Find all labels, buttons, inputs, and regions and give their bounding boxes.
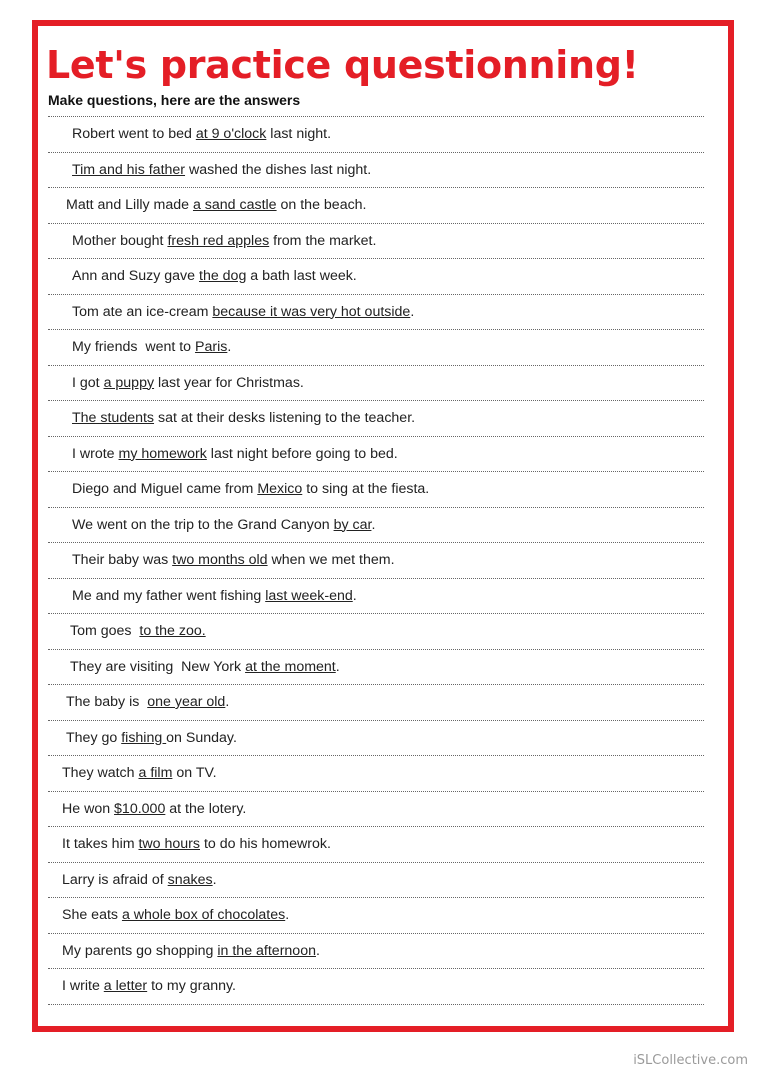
- underlined-answer: a letter: [103, 978, 148, 994]
- sentence-text: Robert went to bed: [72, 126, 196, 142]
- worksheet-title: Let's practice questionning!: [46, 43, 639, 87]
- sentence-text: I got: [72, 374, 104, 391]
- answer-sentence: [38, 117, 728, 152]
- sentence-text: The baby is: [66, 694, 148, 710]
- sentence-text: .: [285, 907, 290, 923]
- sentence-text: Diego and Miguel came from: [72, 481, 258, 497]
- answer-sentence: [38, 543, 728, 578]
- answer-sentence: [38, 827, 728, 862]
- sentence-text: Larry is afraid of: [62, 871, 168, 888]
- sentence-text: Matt and Lilly made: [66, 197, 193, 213]
- answer-sentence: [38, 295, 728, 330]
- sentence-text: My parents go shopping: [62, 942, 218, 959]
- sentence-text: .: [410, 303, 415, 320]
- sentence-text: She eats: [62, 907, 122, 923]
- underlined-answer: a whole box of chocolates: [121, 907, 286, 923]
- sentence-text: on Sunday.: [166, 729, 237, 746]
- sentence-text: I wrote: [72, 445, 119, 462]
- underlined-answer: at the moment: [245, 658, 336, 675]
- underlined-answer: Mexico: [257, 481, 303, 497]
- sentence-text: We went on the trip to the Grand Canyon: [72, 516, 334, 533]
- sentence-text: I write: [62, 978, 104, 994]
- underlined-answer: to the zoo.: [139, 623, 206, 639]
- worksheet-frame: [32, 20, 734, 1032]
- sentence-text: Ann and Suzy gave: [72, 268, 199, 284]
- answer-sentence: [38, 614, 728, 649]
- underlined-answer: in the afternoon: [217, 942, 316, 959]
- answer-sentence: [38, 934, 728, 969]
- answer-sentence: [38, 188, 728, 223]
- site-watermark: iSLCollective.com: [633, 1053, 748, 1068]
- sentence-text: last year for Christmas.: [154, 374, 304, 391]
- underlined-answer: snakes: [167, 871, 213, 888]
- answer-sentence: [38, 685, 728, 720]
- sentence-text: They are visiting New York: [70, 658, 246, 675]
- underlined-answer: fishing: [121, 729, 167, 746]
- sentence-text: It takes him: [62, 836, 139, 852]
- sentence-text: .: [227, 339, 232, 355]
- sentence-text: on TV.: [172, 765, 217, 781]
- underlined-answer: fresh red apples: [167, 232, 270, 249]
- answer-list: [38, 116, 728, 1005]
- sentence-text: to my granny.: [147, 978, 236, 994]
- underlined-answer: a sand castle: [192, 197, 277, 213]
- underlined-answer: my homework: [118, 445, 207, 462]
- sentence-text: .: [315, 942, 320, 959]
- sentence-text: Me and my father went fishing: [72, 587, 266, 604]
- sentence-text: sat at their desks listening to the teacher.: [154, 410, 416, 426]
- sentence-text: when we met them.: [267, 552, 395, 568]
- sentence-text: to sing at the fiesta.: [302, 481, 430, 497]
- answer-sentence: [38, 508, 728, 543]
- sentence-text: They go: [66, 729, 122, 746]
- answer-sentence: [38, 898, 728, 933]
- answer-sentence: [38, 650, 728, 685]
- answer-sentence: [38, 969, 728, 1004]
- answer-sentence: [38, 579, 728, 614]
- sentence-text: .: [225, 694, 230, 710]
- answer-sentence: [38, 792, 728, 827]
- answer-line: [48, 1004, 704, 1005]
- answer-sentence: [38, 366, 728, 401]
- underlined-answer: last week-end: [265, 587, 353, 604]
- sentence-text: at the lotery.: [165, 800, 247, 817]
- sentence-text: They watch: [62, 765, 139, 781]
- answer-sentence: [38, 224, 728, 259]
- sentence-text: Their baby was: [72, 552, 173, 568]
- answer-sentence: [38, 437, 728, 472]
- underlined-answer: at 9 o'clock: [195, 126, 267, 142]
- answer-sentence: [38, 863, 728, 898]
- sentence-text: .: [371, 516, 376, 533]
- underlined-answer: the dog: [199, 268, 247, 284]
- underlined-answer: two months old: [172, 552, 268, 568]
- underlined-answer: by car: [333, 516, 372, 533]
- answer-sentence: [38, 153, 728, 188]
- answer-sentence: [38, 401, 728, 436]
- sentence-text: He won: [62, 800, 115, 817]
- sentence-text: from the market.: [269, 232, 377, 249]
- sentence-text: last night.: [266, 126, 332, 142]
- underlined-answer: The students: [72, 410, 155, 426]
- underlined-answer: two hours: [138, 836, 200, 852]
- underlined-answer: a film: [138, 765, 173, 781]
- underlined-answer: Tim and his father: [72, 161, 186, 178]
- sentence-text: Tom goes: [70, 623, 140, 639]
- sentence-text: .: [335, 658, 340, 675]
- sentence-text: a bath last week.: [246, 268, 357, 284]
- underlined-answer: a puppy: [103, 374, 155, 391]
- underlined-answer: one year old: [147, 694, 226, 710]
- underlined-answer: $10.000: [114, 800, 166, 817]
- underlined-answer: because it was very hot outside: [212, 303, 411, 320]
- answer-sentence: [38, 756, 728, 791]
- instructions: Make questions, here are the answers: [48, 92, 301, 108]
- sentence-text: .: [212, 871, 217, 888]
- sentence-text: last night before going to bed.: [206, 445, 398, 462]
- sentence-text: .: [352, 587, 357, 604]
- sentence-text: Tom ate an ice-cream: [72, 303, 213, 320]
- sentence-text: to do his homewrok.: [200, 836, 331, 852]
- answer-sentence: [38, 259, 728, 294]
- sentence-text: My friends went to: [72, 339, 196, 355]
- answer-sentence: [38, 330, 728, 365]
- answer-sentence: [38, 721, 728, 756]
- sentence-text: washed the dishes last night.: [185, 161, 372, 178]
- sentence-text: Mother bought: [72, 232, 168, 249]
- underlined-answer: Paris: [195, 339, 228, 355]
- answer-sentence: [38, 472, 728, 507]
- sentence-text: on the beach.: [276, 197, 367, 213]
